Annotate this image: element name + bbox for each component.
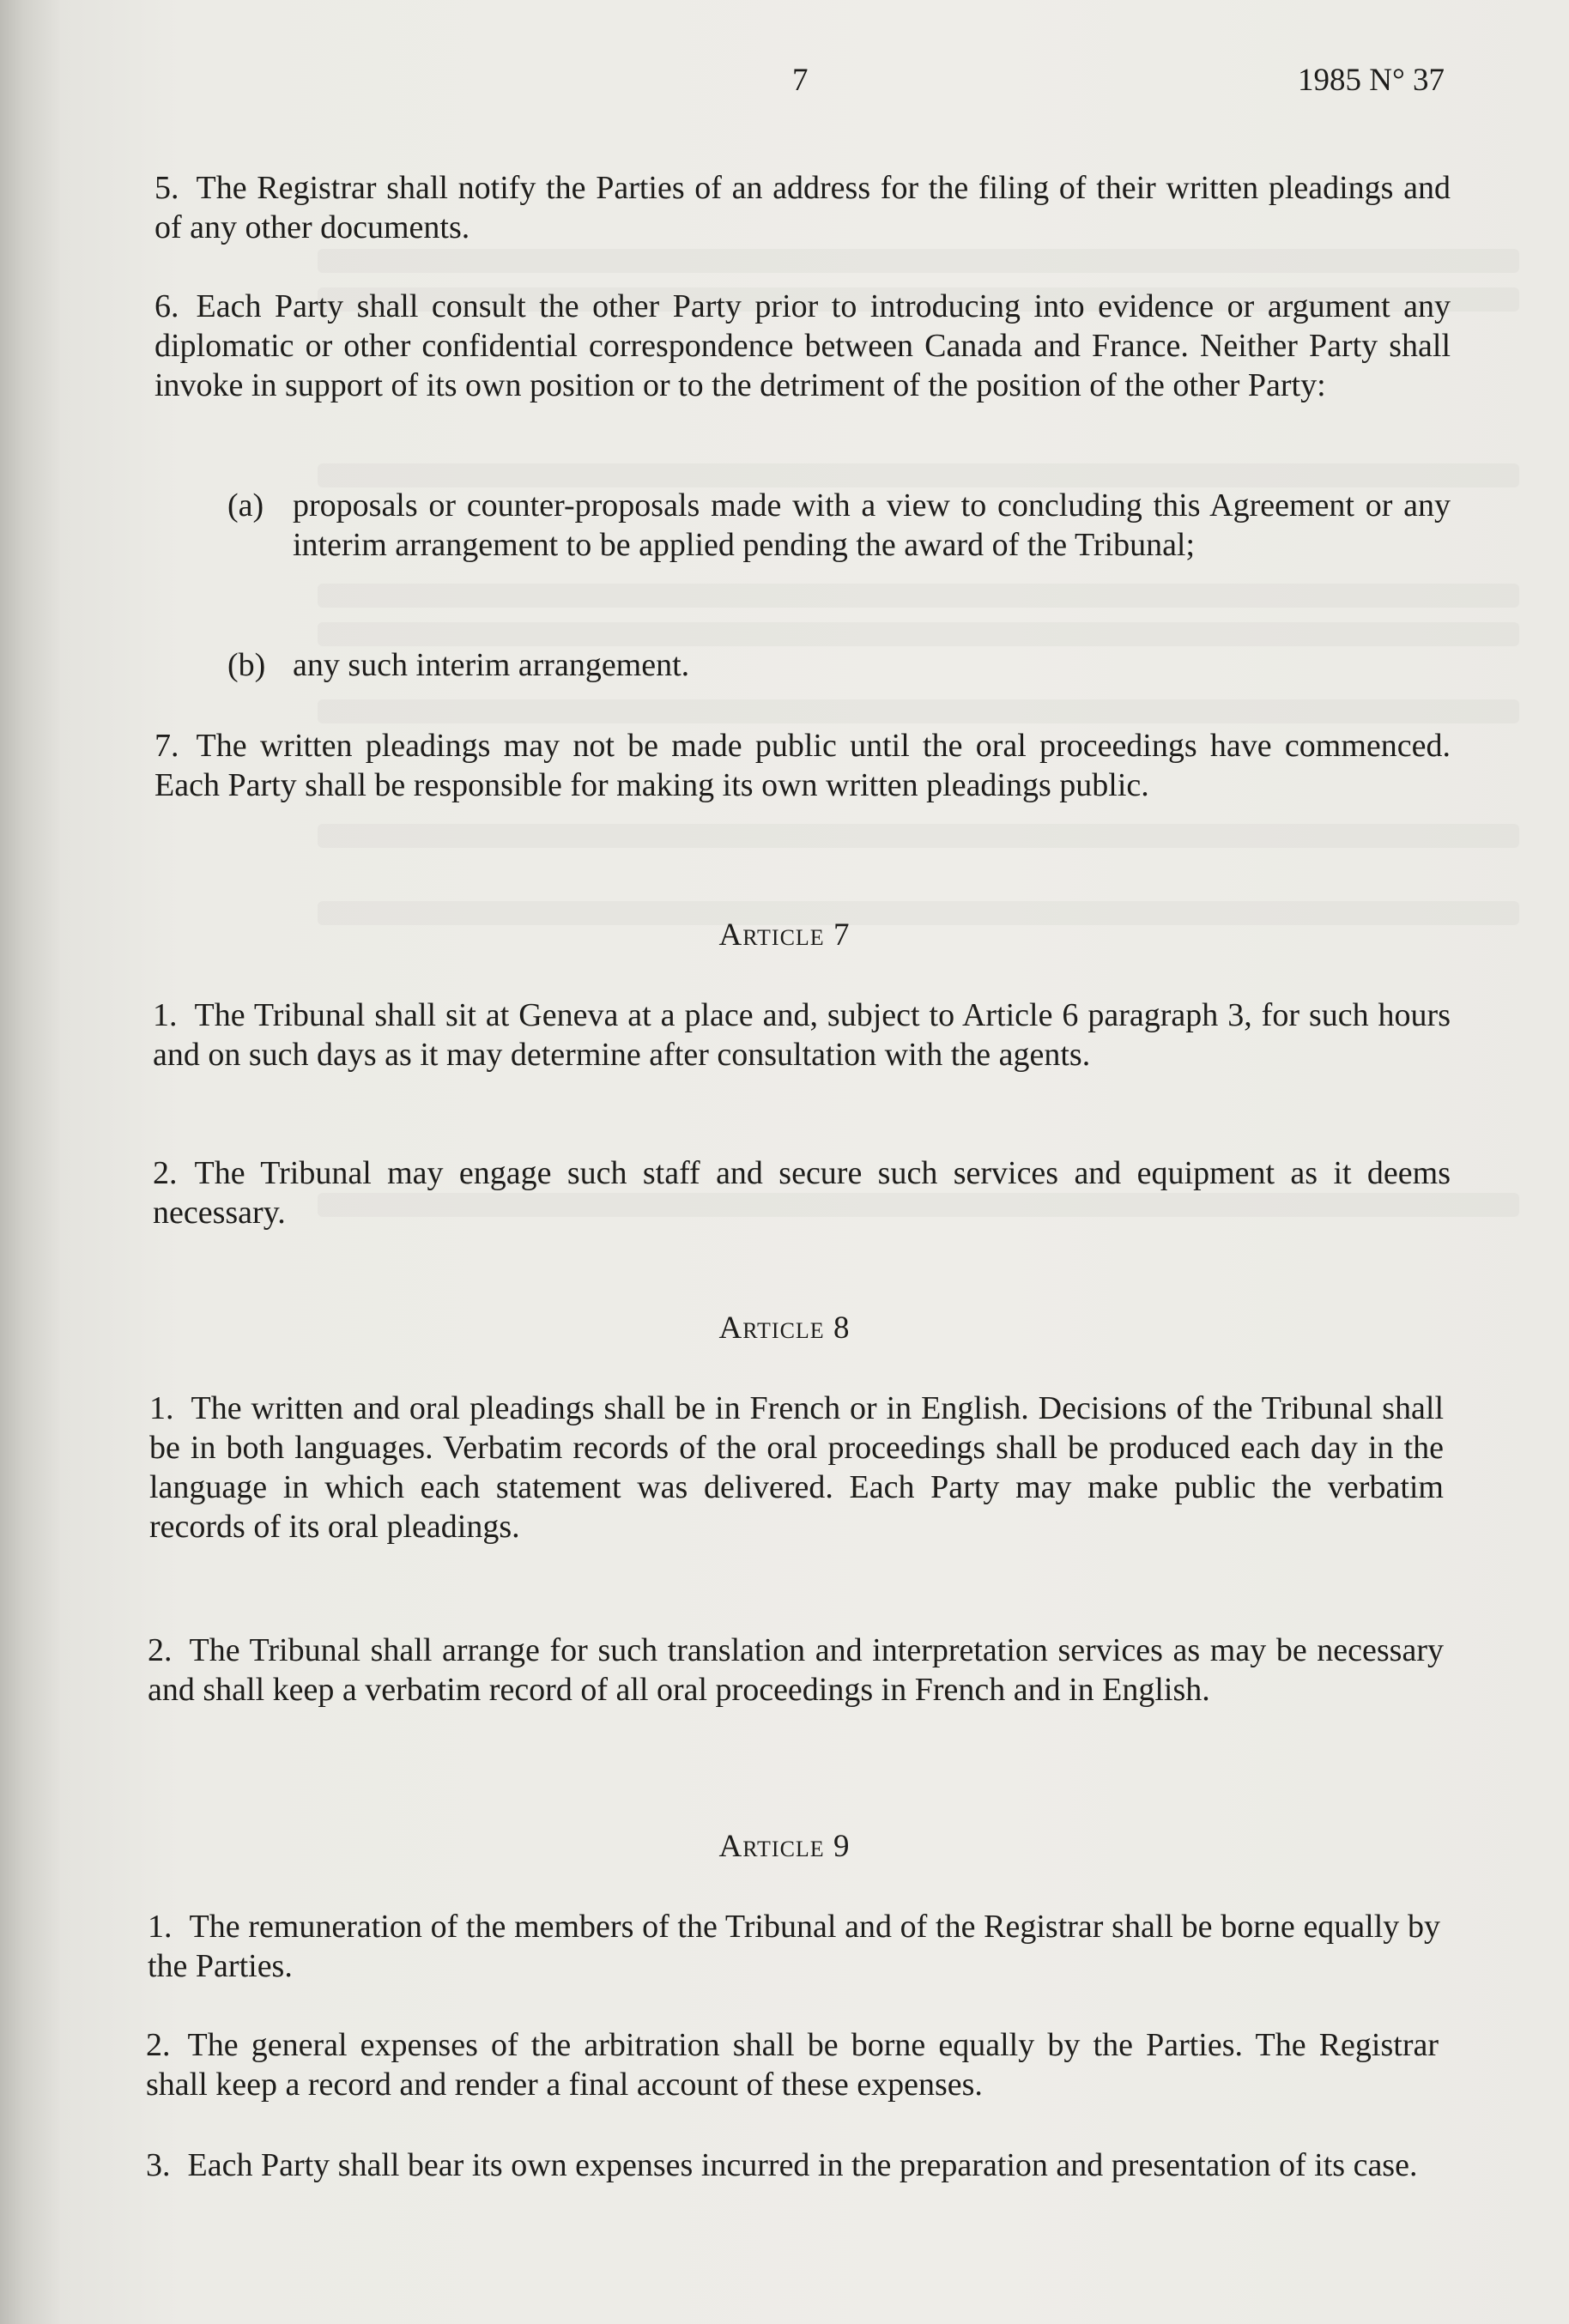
item-text: any such interim arrangement.: [293, 647, 690, 683]
item-text: proposals or counter-proposals made with a view to concluding this Agreement or any interim arrangement to be applied pending the award of the Tribunal;: [293, 487, 1451, 563]
paragraph-5: [154, 168, 1451, 247]
paragraph-number: 1.: [149, 1390, 174, 1426]
article-7-heading: Article 7: [718, 917, 851, 953]
article-9-paragraph-3: [146, 2145, 1439, 2185]
article-7-paragraph-1: [153, 996, 1451, 1074]
paragraph-text: Each Party shall bear its own expenses incurred in the preparation and presentation of its case.: [187, 2147, 1418, 2183]
item-letter: (b): [227, 647, 266, 683]
paragraph-text: The Tribunal shall sit at Geneva at a place and, subject to Article 6 paragraph 3, for such hours and on such days as it may determine after consultation with the agents.: [153, 997, 1451, 1073]
paragraph-text: The remuneration of the members of the Tribunal and of the Registrar shall be borne equally by the Parties.: [148, 1909, 1440, 1984]
document-reference: 1985 N° 37: [1297, 63, 1445, 98]
paragraph-text: The Registrar shall notify the Parties of an address for the filing of their written pleadings and of any other documents.: [154, 170, 1451, 245]
paragraph-text: The written pleadings may not be made public until the oral proceedings have commenced. Each Party shall be responsible for making its own written pleadings public.: [154, 728, 1451, 803]
paragraph-number: 6.: [154, 288, 179, 324]
book-spine-shadow: [0, 0, 60, 2324]
paragraph-number: 2.: [148, 1632, 173, 1668]
show-through-line: [318, 584, 1519, 608]
article-9-paragraph-1: [148, 1907, 1440, 1986]
item-6a: [227, 486, 1451, 565]
page-number: 7: [792, 63, 809, 98]
paragraph-text: Each Party shall consult the other Party prior to introducing into evidence or argument any diplomatic or other confidential correspondence between Canada and France. Neither Party shall invoke in support of its own position or to the detriment of the position of the other Party:: [154, 288, 1451, 403]
paragraph-text: The Tribunal shall arrange for such translation and interpretation services as may be necessary and shall keep a verbatim record of all oral proceedings in French and in English.: [148, 1632, 1444, 1708]
article-7-paragraph-2: [153, 1153, 1451, 1232]
paragraph-number: 1.: [148, 1909, 173, 1945]
paragraph-number: 2.: [153, 1155, 178, 1191]
paragraph-number: 3.: [146, 2147, 171, 2183]
paragraph-number: 2.: [146, 2027, 171, 2063]
paragraph-text: The Tribunal may engage such staff and secure such services and equipment as it deems necessary.: [153, 1155, 1451, 1231]
article-9-paragraph-2: [146, 2025, 1439, 2104]
page-header: [0, 62, 1569, 113]
paragraph-number: 7.: [154, 728, 179, 764]
article-8-paragraph-2: [148, 1631, 1444, 1710]
item-6b: [227, 645, 1451, 685]
show-through-line: [318, 622, 1519, 646]
paragraph-number: 5.: [154, 170, 179, 206]
article-8-heading: Article 8: [718, 1310, 851, 1346]
show-through-line: [318, 249, 1519, 273]
paragraph-text: The general expenses of the arbitration shall be borne equally by the Parties. The Registrar shall keep a record and render a final account of these expenses.: [146, 2027, 1439, 2103]
paragraph-7: [154, 726, 1451, 805]
paragraph-number: 1.: [153, 997, 178, 1033]
item-letter: (a): [227, 487, 264, 524]
article-8-paragraph-1: [149, 1389, 1444, 1546]
article-9-heading: Article 9: [718, 1829, 851, 1864]
paragraph-text: The written and oral pleadings shall be in French or in English. Decisions of the Tribunal shall be in both languages. Verbatim records of the oral proceedings shall be produced each day in the language in which each statement was delivered. Each Party may make public the verbatim records of its oral pleadings.: [149, 1390, 1444, 1545]
show-through-line: [318, 463, 1519, 487]
paragraph-6: [154, 287, 1451, 405]
show-through-line: [318, 824, 1519, 848]
show-through-line: [318, 699, 1519, 723]
